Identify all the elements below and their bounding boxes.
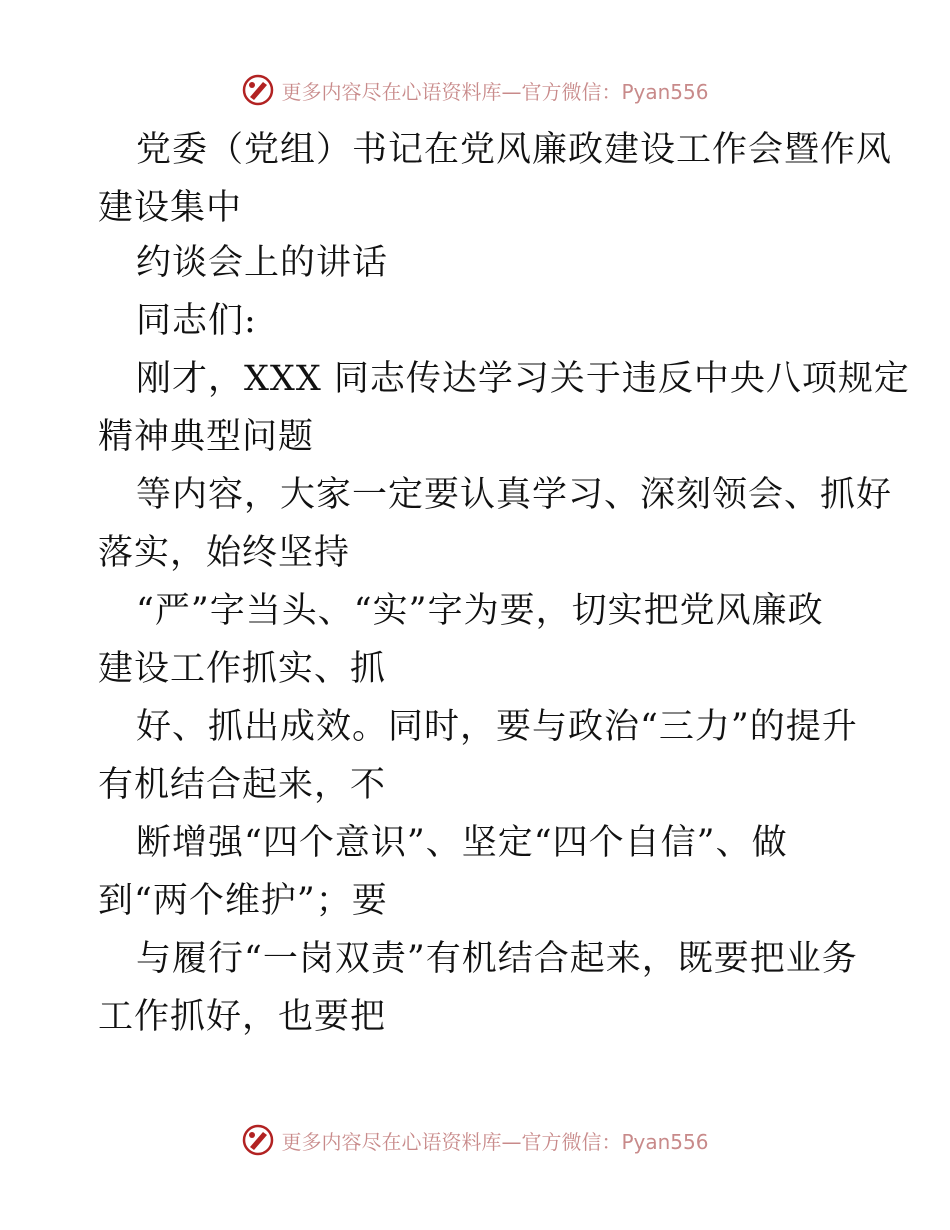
paragraph-line: “严”字当头、“实”字为要，切实把党风廉政 bbox=[136, 591, 824, 631]
paragraph-line: 与履行“一岗双责”有机结合起来，既要把业务 bbox=[136, 939, 858, 979]
paragraph-line: 好、抓出成效。同时，要与政治“三力”的提升 bbox=[136, 707, 858, 747]
paragraph-line: 有机结合起来，不 bbox=[98, 765, 387, 805]
header-watermark bbox=[0, 70, 950, 110]
watermark-text: 更多内容尽在心语资料库—官方微信：Pyan556 bbox=[281, 79, 709, 104]
paragraph-line: 工作抓好，也要把 bbox=[98, 997, 387, 1037]
title-line-1: 党委（党组）书记在党风廉政建设工作会暨作风 bbox=[136, 130, 893, 170]
paragraph-line: 断增强“四个意识”、坚定“四个自信”、做 bbox=[136, 823, 788, 863]
title-line-3: 约谈会上的讲话 bbox=[136, 243, 389, 283]
logo-icon bbox=[241, 73, 275, 107]
title-line-2: 建设集中 bbox=[98, 188, 243, 228]
footer-watermark bbox=[0, 1120, 950, 1160]
paragraph-line: 等内容，大家一定要认真学习、深刻领会、抓好 bbox=[136, 475, 893, 515]
paragraph-line: 精神典型问题 bbox=[98, 417, 315, 457]
watermark-text: 更多内容尽在心语资料库—官方微信：Pyan556 bbox=[281, 1129, 709, 1154]
paragraph-line: 落实，始终坚持 bbox=[98, 533, 351, 573]
logo-icon bbox=[241, 1123, 275, 1157]
paragraph-line: 到“两个维护”；要 bbox=[98, 881, 388, 921]
paragraph-line: 建设工作抓实、抓 bbox=[98, 649, 387, 689]
paragraph-line: 刚才，XXX 同志传达学习关于违反中央八项规定 bbox=[136, 359, 910, 399]
salutation: 同志们: bbox=[136, 301, 257, 341]
